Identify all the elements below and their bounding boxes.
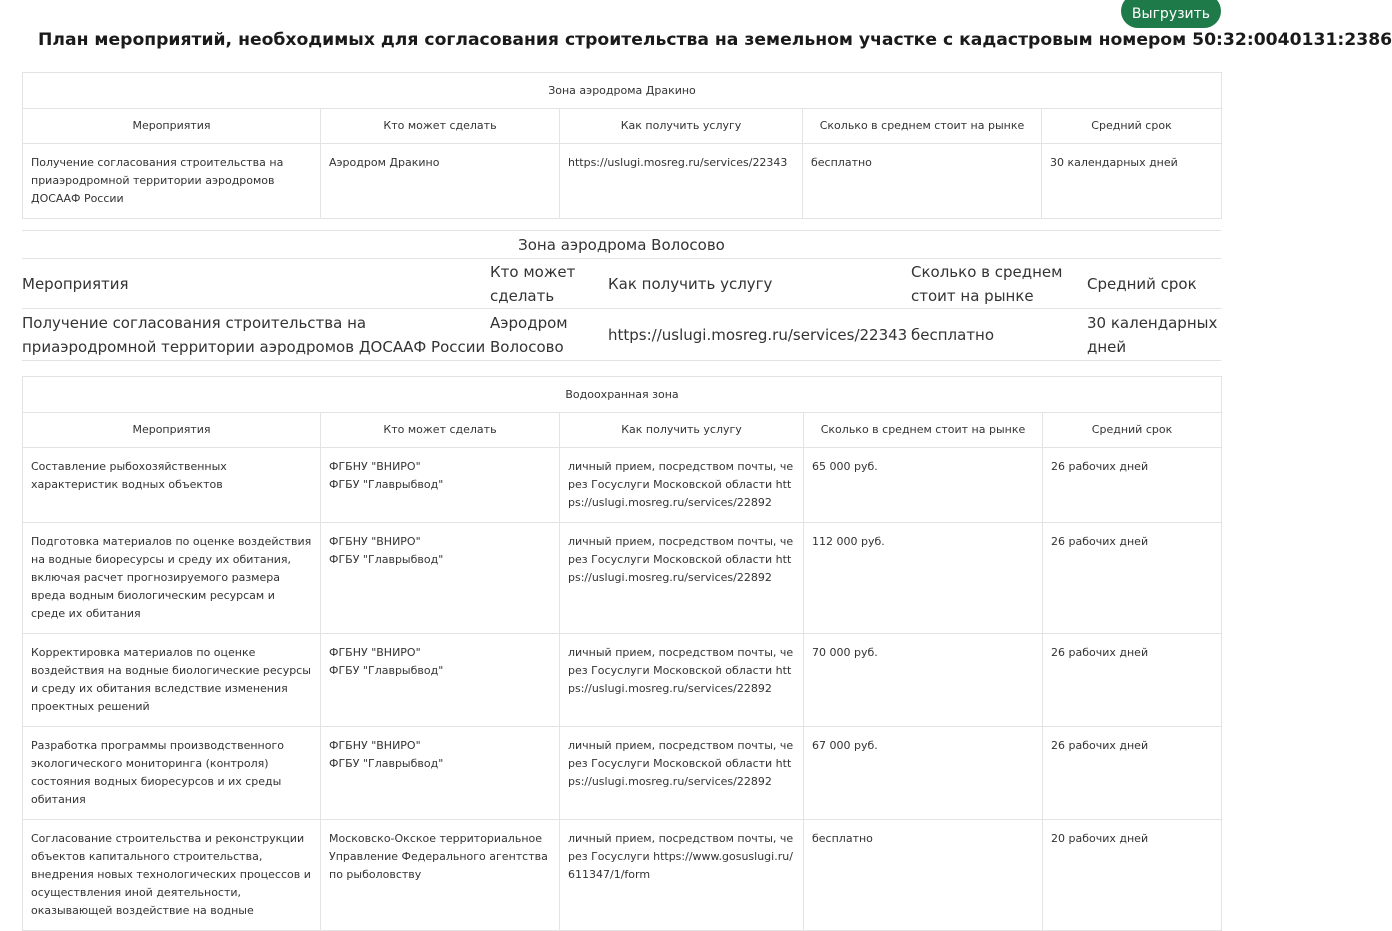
who-cell: ФГБНУ "ВНИРО" ФГБУ "Главрыбвод" <box>321 634 560 727</box>
column-header-who: Кто может сделать <box>321 109 560 144</box>
column-header-cost: Сколько в среднем стоит на рынке <box>911 259 1087 309</box>
term-cell: 26 рабочих дней <box>1043 448 1222 523</box>
table-row <box>22 309 1221 361</box>
event-cell: Согласование строительства и реконструкции объектов капитального строительства, внедрения новых технологических процессов и осуществления иной деятельности, оказывающей воздействие на водные <box>23 820 321 931</box>
term-cell: 26 рабочих дней <box>1043 634 1222 727</box>
service-link[interactable]: личный прием, посредством почты, через Госуслуги https://www.gosuslugi.ru/611347/1/form <box>560 820 804 931</box>
cost-cell: бесплатно <box>804 820 1043 931</box>
column-header-event: Мероприятия <box>23 413 321 448</box>
zone-table-volosovo <box>22 230 1221 361</box>
table-row <box>23 144 1222 219</box>
zone-table-water <box>22 376 1222 931</box>
service-link[interactable]: личный прием, посредством почты, через Госуслуги Московской области https://uslugi.mosreg.ru/services/22892 <box>560 523 804 634</box>
zone-title: Водоохранная зона <box>23 377 1222 413</box>
column-header-cost: Сколько в среднем стоит на рынке <box>803 109 1042 144</box>
column-header-event: Мероприятия <box>23 109 321 144</box>
table-row <box>23 448 1222 523</box>
column-header-how: Как получить услугу <box>560 413 804 448</box>
term-cell: 20 рабочих дней <box>1043 820 1222 931</box>
who-cell: ФГБНУ "ВНИРО" ФГБУ "Главрыбвод" <box>321 727 560 820</box>
export-button[interactable]: Выгрузить <box>1121 0 1221 28</box>
column-header-who: Кто может сделать <box>490 259 608 309</box>
service-link[interactable]: https://uslugi.mosreg.ru/services/22343 <box>608 309 911 361</box>
column-header-term: Средний срок <box>1042 109 1222 144</box>
zone-title: Зона аэродрома Волосово <box>22 231 1221 259</box>
event-cell: Получение согласования строительства на приаэродромной территории аэродромов ДОСААФ России <box>23 144 321 219</box>
page-title: План мероприятий, необходимых для согласования строительства на земельном участке с кадастровым номером 50:32:0040131:2386 <box>38 30 1392 50</box>
event-cell: Корректировка материалов по оценке воздействия на водные биологические ресурсы и среду их обитания вследствие изменения проектных решений <box>23 634 321 727</box>
table-row <box>23 523 1222 634</box>
column-header-how: Как получить услугу <box>608 259 911 309</box>
cost-cell: 65 000 руб. <box>804 448 1043 523</box>
cost-cell: 70 000 руб. <box>804 634 1043 727</box>
service-link[interactable]: https://uslugi.mosreg.ru/services/22343 <box>560 144 803 219</box>
table-row <box>23 634 1222 727</box>
cost-cell: 112 000 руб. <box>804 523 1043 634</box>
event-cell: Получение согласования строительства на приаэродромной территории аэродромов ДОСААФ России <box>22 309 490 361</box>
zone-title: Зона аэродрома Дракино <box>23 73 1222 109</box>
term-cell: 30 календарных дней <box>1042 144 1222 219</box>
who-cell: ФГБНУ "ВНИРО" ФГБУ "Главрыбвод" <box>321 523 560 634</box>
event-cell: Подготовка материалов по оценке воздействия на водные биоресурсы и среду их обитания, включая расчет прогнозируемого размера вреда водным биологическим ресурсам и среде их обитания <box>23 523 321 634</box>
event-cell: Разработка программы производственного экологического мониторинга (контроля) состояния водных биоресурсов и их среды обитания <box>23 727 321 820</box>
column-header-who: Кто может сделать <box>321 413 560 448</box>
who-cell: Московско-Окское территориальное Управление Федерального агентства по рыболовству <box>321 820 560 931</box>
column-header-how: Как получить услугу <box>560 109 803 144</box>
cost-cell: 67 000 руб. <box>804 727 1043 820</box>
cost-cell: бесплатно <box>911 309 1087 361</box>
term-cell: 30 календарных дней <box>1087 309 1221 361</box>
table-row <box>23 820 1222 931</box>
service-link[interactable]: личный прием, посредством почты, через Госуслуги Московской области https://uslugi.mosreg.ru/services/22892 <box>560 634 804 727</box>
who-cell: Аэродром Волосово <box>490 309 608 361</box>
cost-cell: бесплатно <box>803 144 1042 219</box>
term-cell: 26 рабочих дней <box>1043 727 1222 820</box>
column-header-term: Средний срок <box>1043 413 1222 448</box>
column-header-term: Средний срок <box>1087 259 1221 309</box>
column-header-cost: Сколько в среднем стоит на рынке <box>804 413 1043 448</box>
service-link[interactable]: личный прием, посредством почты, через Госуслуги Московской области https://uslugi.mosreg.ru/services/22892 <box>560 727 804 820</box>
who-cell: Аэродром Дракино <box>321 144 560 219</box>
column-header-event: Мероприятия <box>22 259 490 309</box>
term-cell: 26 рабочих дней <box>1043 523 1222 634</box>
table-row <box>23 727 1222 820</box>
who-cell: ФГБНУ "ВНИРО" ФГБУ "Главрыбвод" <box>321 448 560 523</box>
event-cell: Составление рыбохозяйственных характеристик водных объектов <box>23 448 321 523</box>
zone-table-drakino <box>22 72 1222 219</box>
service-link[interactable]: личный прием, посредством почты, через Госуслуги Московской области https://uslugi.mosreg.ru/services/22892 <box>560 448 804 523</box>
